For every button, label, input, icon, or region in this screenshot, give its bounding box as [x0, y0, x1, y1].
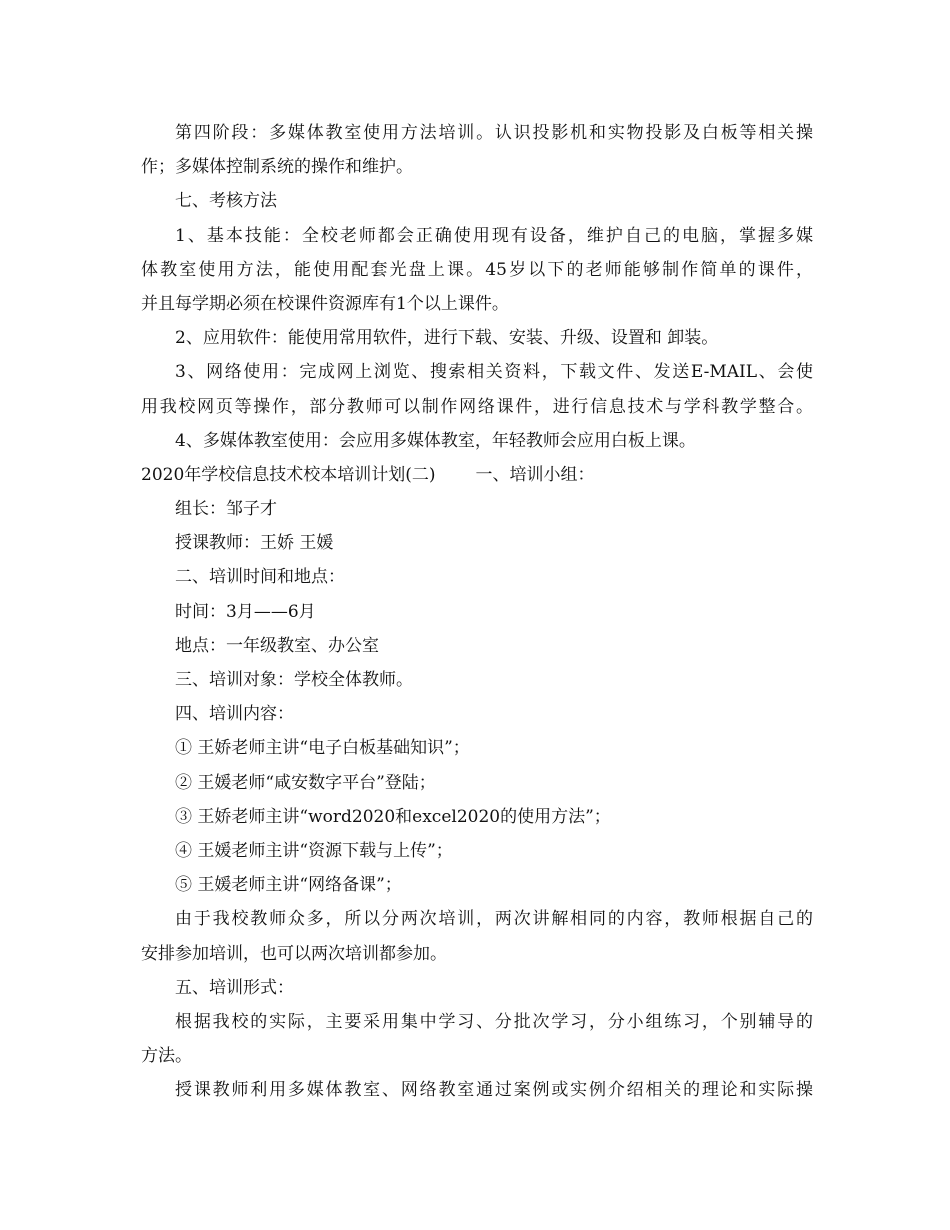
paragraph-line: 作；多媒体控制系统的操作和维护。 — [141, 157, 413, 178]
paragraph-line: 安排参加培训，也可以两次培训都参加。 — [141, 943, 447, 964]
section-heading: 一、培训小组： — [475, 464, 595, 485]
paragraph-line: 用我校网页等操作，部分教师可以制作网络课件，进行信息技术与学科教学整合。 — [141, 396, 813, 417]
paragraph-line: 根据我校的实际，主要采用集中学习、分批次学习，分小组练习，个别辅导的 — [175, 1011, 813, 1032]
paragraph-line: 4、多媒体教室使用：会应用多媒体教室，年轻教师会应用白板上课。 — [175, 430, 696, 451]
paragraph-line: 3、网络使用：完成网上浏览、搜索相关资料，下载文件、发送E-MAIL、会使 — [175, 362, 813, 383]
paragraph-line: 地点：一年级教室、办公室 — [175, 635, 379, 656]
document-title-row — [141, 458, 813, 492]
paragraph-line: 由于我校教师众多，所以分两次培训，两次讲解相同的内容，教师根据自己的 — [175, 909, 813, 930]
paragraph-line: 授课教师利用多媒体教室、网络教室通过案例或实例介绍相关的理论和实际操 — [175, 1080, 813, 1101]
paragraph-line: 组长：邹子才 — [175, 499, 277, 520]
list-item: ⑤ 王媛老师主讲“网络备课”； — [175, 875, 402, 896]
list-item: ① 王娇老师主讲“电子白板基础知识”； — [175, 738, 470, 759]
section-heading: 七、考核方法 — [175, 191, 277, 212]
paragraph-line: 1、基本技能：全校老师都会正确使用现有设备，维护自己的电脑，掌握多媒 — [175, 225, 813, 246]
list-item: ③ 王娇老师主讲“word2020和excel2020的使用方法”； — [175, 806, 611, 827]
section-heading: 五、培训形式： — [175, 977, 294, 998]
section-heading: 二、培训时间和地点： — [175, 567, 345, 588]
paragraph-line: 体教室使用方法，能使用配套光盘上课。45岁以下的老师能够制作简单的课件， — [141, 259, 813, 280]
paragraph-line: 授课教师：王娇 王媛 — [175, 533, 334, 554]
section-heading: 三、培训对象：学校全体教师。 — [175, 670, 413, 690]
list-item: ④ 王媛老师主讲“资源下载与上传”； — [175, 840, 453, 861]
paragraph-line: 并且每学期必须在校课件资源库有1个以上课件。 — [141, 293, 509, 314]
paragraph-line: 第四阶段：多媒体教室使用方法培训。认识投影机和实物投影及白板等相关操 — [175, 123, 813, 143]
paragraph-line: 时间：3月——6月 — [175, 601, 316, 622]
list-item: ② 王媛老师“咸安数字平台”登陆； — [175, 772, 436, 793]
document-body — [141, 116, 813, 1107]
document-title: 2020年学校信息技术校本培训计划(二) — [141, 464, 436, 485]
section-heading: 四、培训内容： — [175, 704, 294, 725]
paragraph-line: 方法。 — [141, 1046, 192, 1067]
paragraph-line: 2、应用软件：能使用常用软件，进行下载、安装、升级、设置和 卸装。 — [175, 328, 719, 349]
